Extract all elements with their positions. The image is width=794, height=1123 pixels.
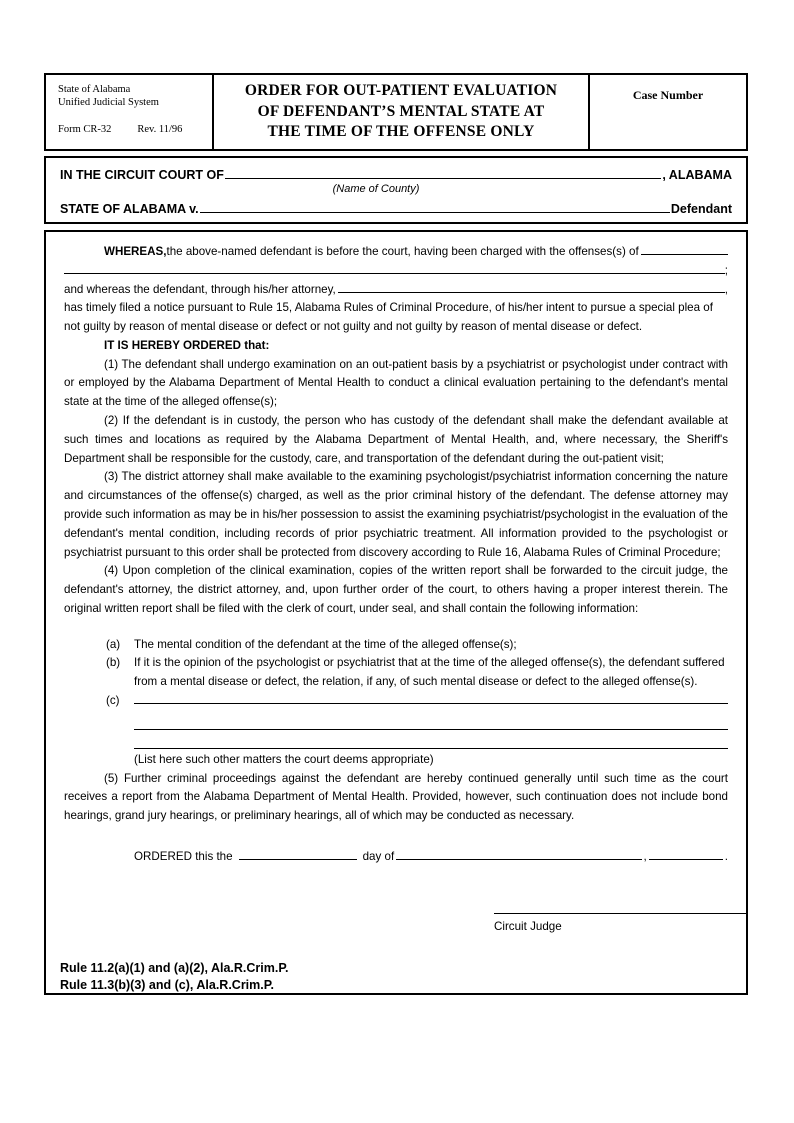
judge-signature-input[interactable]	[494, 913, 746, 914]
attorney-text: and whereas the defendant, through his/her attorney,	[64, 282, 336, 296]
other-matters-input-3[interactable]	[134, 730, 728, 749]
list-item-c-marker: (c)	[106, 693, 120, 707]
paragraph-1	[64, 356, 728, 412]
whereas-lead: WHEREAS,	[104, 245, 167, 258]
agency-name	[58, 83, 212, 109]
other-matters-input-2[interactable]	[134, 711, 728, 730]
case-number-cell[interactable]	[590, 75, 746, 149]
agency-line-2: Unified Judicial System	[58, 97, 159, 109]
ordered-date-line	[64, 848, 728, 867]
list-item-c	[64, 692, 728, 749]
whereas-line	[64, 243, 728, 262]
hereby-ordered-text: IT IS HEREBY ORDERED that:	[104, 338, 270, 352]
paragraph-5	[64, 770, 728, 826]
agency-line-1: State of Alabama	[58, 84, 131, 95]
ordered-period: .	[724, 849, 728, 863]
circuit-court-line	[60, 168, 732, 182]
rule-citations	[60, 960, 728, 994]
attorney-name-input[interactable]	[338, 282, 725, 293]
paragraph-2-text: (2) If the defendant is in custody, the person who has custody of the defendant shall make the defendant available at such times and locations as required by the Alabama Department of Mental Health, and, where necessary, the Sheriff's Department shall be responsible for the custody, care, and transportation of the defendant during the out-patient visit;	[64, 414, 728, 465]
attorney-line	[64, 281, 728, 300]
defendant-label: Defendant	[670, 202, 732, 216]
hereby-ordered-heading	[64, 337, 728, 356]
list-item-a-marker: (a)	[106, 637, 121, 651]
paragraph-4-text: (4) Upon completion of the clinical examination, copies of the written report shall be forwarded to the circuit judge, the defendant's attorney, the district attorney, and, upon further order of the court, to others having a proper interest therein. The original written report shall be filed with the clerk of court, under seal, and shall contain the following information:	[64, 564, 728, 615]
paragraph-3	[64, 468, 728, 562]
form-revision: Rev. 11/96	[137, 124, 183, 136]
form-title-line-1: ORDER FOR OUT-PATIENT EVALUATION	[244, 82, 558, 100]
circuit-court-prefix: IN THE CIRCUIT COURT OF	[60, 168, 224, 182]
ordered-month-input[interactable]	[396, 849, 641, 860]
form-meta-row	[58, 123, 212, 136]
form-title-line-2: OF DEFENDANT’S MENTAL STATE AT	[257, 102, 545, 120]
attorney-comma: ,	[724, 282, 728, 296]
paragraph-2	[64, 412, 728, 468]
paragraph-5-text: (5) Further criminal proceedings against the defendant are hereby continued generally until such time as the court receives a report from the Alabama Department of Mental Health. Provided, however, such continuation does not include bond hearings, grand jury hearings, or preliminary hearings, all of which may be conducted as necessary.	[64, 771, 728, 823]
other-matters-input-1[interactable]	[134, 692, 728, 704]
notice-paragraph: has timely filed a notice pursuant to Rule 15, Alabama Rules of Criminal Procedure, of his/her intent to pursue a special plea of not guilty by reason of mental disease or defect or not guilty and not guilty by reason of mental disease or defect.	[64, 301, 713, 334]
list-item-b	[106, 654, 728, 692]
court-identification-block	[44, 156, 748, 224]
form-title-line-3: THE TIME OF THE OFFENSE ONLY	[267, 123, 535, 141]
county-input[interactable]	[225, 168, 661, 179]
form-number: Form CR-32	[58, 124, 112, 136]
form-title-cell	[214, 75, 590, 149]
county-hint: (Name of County)	[332, 183, 420, 195]
rule-citation-2: Rule 11.3(b)(3) and (c), Ala.R.Crim.P.	[60, 978, 274, 993]
judge-signature-label: Circuit Judge	[494, 919, 562, 933]
ordered-year-input[interactable]	[649, 849, 723, 860]
list-item-b-marker: (b)	[106, 656, 121, 670]
whereas-text: the above-named defendant is before the court, having been charged with the offenses(s) of	[166, 245, 639, 258]
report-contents-list	[64, 636, 728, 692]
whereas-continuation-line	[64, 262, 728, 281]
form-header-block	[44, 73, 748, 151]
paragraph-1-text: (1) The defendant shall undergo examination on an out-patient basis by a psychiatrist or psychologist under contract with or employed by the Alabama Department of Mental Health to conduct a clinical evaluation pertaining to the defendant's mental state at the time of the alleged offense(s);	[64, 357, 728, 409]
ordered-day-input[interactable]	[239, 849, 357, 860]
signature-block	[64, 913, 728, 937]
whereas-semicolon: ;	[724, 263, 728, 277]
ordered-day-of-label: day of	[362, 849, 395, 863]
paragraph-4	[64, 562, 728, 618]
list-item-a	[106, 636, 728, 655]
list-item-a-text: The mental condition of the defendant at the time of the alleged offense(s);	[134, 637, 517, 651]
paragraph-3-text: (3) The district attorney shall make available to the examining psychologist/psychiatrist information concerning the nature and circumstances of the offense(s) charged, as well as the prior criminal history of the defendant. The defense attorney may provide such information as may be in his/her possession to assist the examining psychiatrist/psychologist in the evaluation of the defendant's mental condition, including records of prior psychiatric treatment. All information provided to the psychologist or psychiatrist pursuant to this order shall be protected from discovery according to Rule 16, Alabama Rules of Criminal Procedure;	[64, 470, 728, 559]
defendant-line	[60, 202, 732, 216]
agency-cell	[46, 75, 214, 149]
alabama-suffix: , ALABAMA	[662, 168, 732, 182]
ordered-prefix: ORDERED this the	[134, 849, 233, 863]
list-hint: (List here such other matters the court deems appropriate)	[134, 752, 434, 766]
offenses-input-a[interactable]	[641, 244, 728, 255]
order-body-block	[44, 230, 748, 995]
ordered-comma: ,	[643, 849, 647, 863]
list-item-b-text: If it is the opinion of the psychologist or psychiatrist that at the time of the alleged offense(s), the defendant suffered from a mental disease or defect, the relation, if any, of such mental disease or defect to the alleged offense(s).	[134, 656, 725, 689]
list-item-c-first-row	[106, 692, 728, 711]
rule-citation-1: Rule 11.2(a)(1) and (a)(2), Ala.R.Crim.P.	[60, 961, 289, 976]
offenses-input-b[interactable]	[64, 263, 725, 274]
case-number-label: Case Number	[632, 88, 704, 102]
versus-prefix: STATE OF ALABAMA v.	[60, 202, 199, 216]
form-title	[245, 81, 557, 142]
defendant-name-input[interactable]	[200, 202, 670, 213]
